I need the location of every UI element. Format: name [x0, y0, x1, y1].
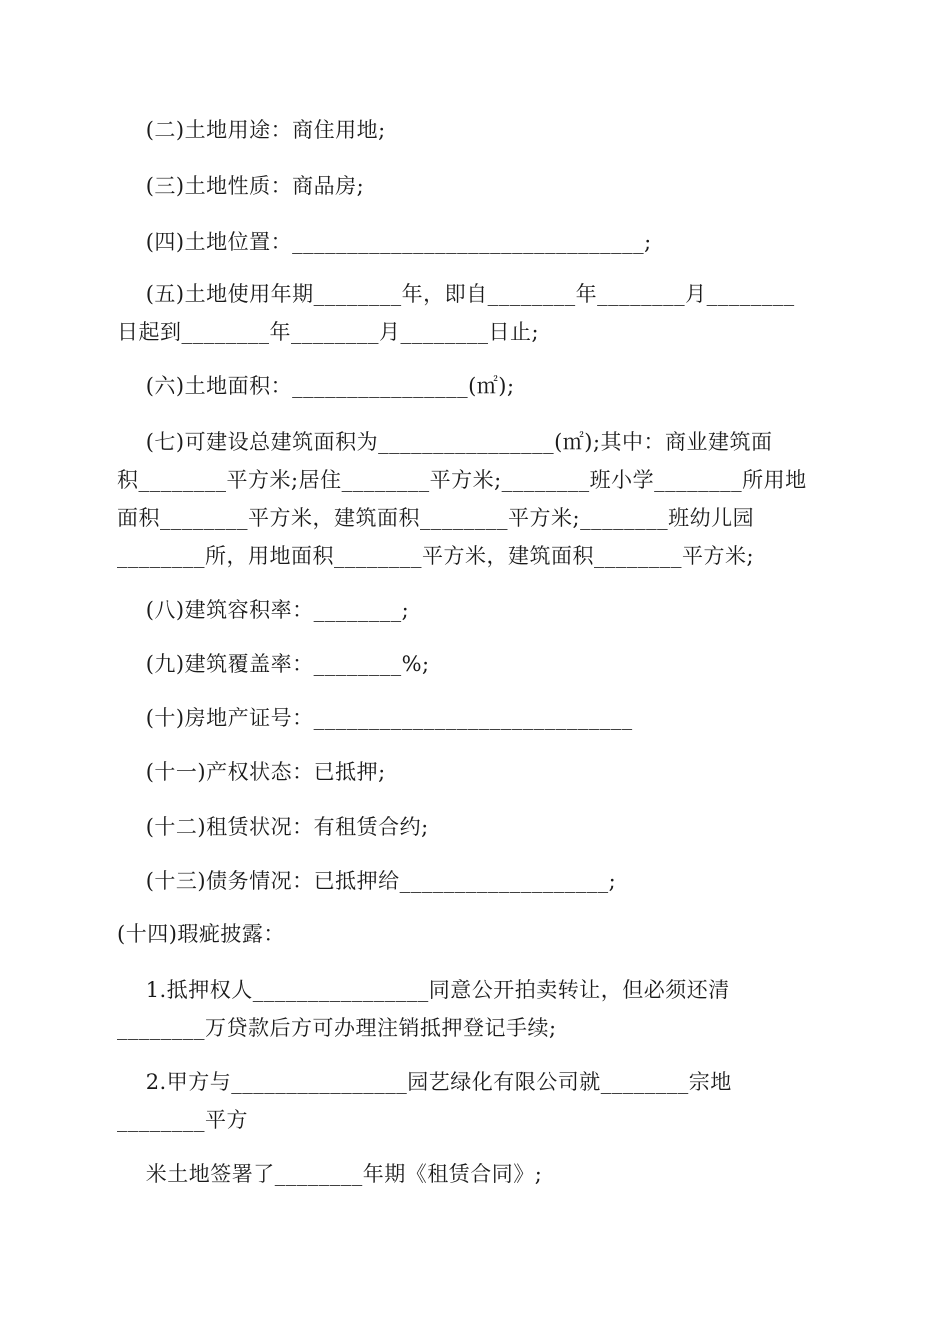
building-area-line-3: 面积________平方米，建筑面积________平方米;________班幼儿园 — [117, 506, 755, 530]
land-area-line: (六)土地面积：________________(㎡); — [117, 374, 515, 398]
defects-heading: (十四)瑕疵披露： — [117, 922, 285, 946]
plot-ratio-line: (八)建筑容积率：________; — [117, 598, 410, 622]
coverage-ratio-line: (九)建筑覆盖率：________%; — [117, 652, 430, 676]
title-status-line: (十一)产权状态：已抵押; — [117, 760, 386, 784]
building-area-line-4: ________所，用地面积________平方米，建筑面积________平方米; — [117, 544, 755, 568]
land-location-line: (四)土地位置：________________________________; — [117, 230, 652, 254]
land-term-line: (五)土地使用年期________年，即自________年________月________ — [117, 282, 795, 306]
building-area-line-2: 积________平方米;居住________平方米;________班小学________所用地 — [117, 468, 807, 492]
land-nature-line: (三)土地性质：商品房; — [117, 174, 365, 198]
defect-item-2: 2.甲方与________________园艺绿化有限公司就________宗地 — [117, 1070, 732, 1094]
defect-item-1-cont: ________万贷款后方可办理注销抵押登记手续; — [117, 1016, 557, 1040]
lease-status-line: (十二)租赁状况：有租赁合约; — [117, 815, 429, 839]
building-area-line: (七)可建设总建筑面积为________________(㎡);其中：商业建筑面 — [117, 430, 773, 454]
defect-item-2-cont: ________平方 — [117, 1108, 248, 1132]
property-cert-line: (十)房地产证号：_____________________________ — [117, 706, 633, 730]
defect-item-2-cont-2: 米土地签署了________年期《租赁合同》; — [117, 1162, 543, 1186]
land-use-line: (二)土地用途：商住用地; — [117, 118, 386, 142]
defect-item-1: 1.抵押权人________________同意公开拍卖转让，但必须还清 — [117, 978, 730, 1002]
land-term-line-cont: 日起到________年________月________日止; — [117, 320, 540, 344]
debt-status-line: (十三)债务情况：已抵押给___________________; — [117, 869, 617, 893]
